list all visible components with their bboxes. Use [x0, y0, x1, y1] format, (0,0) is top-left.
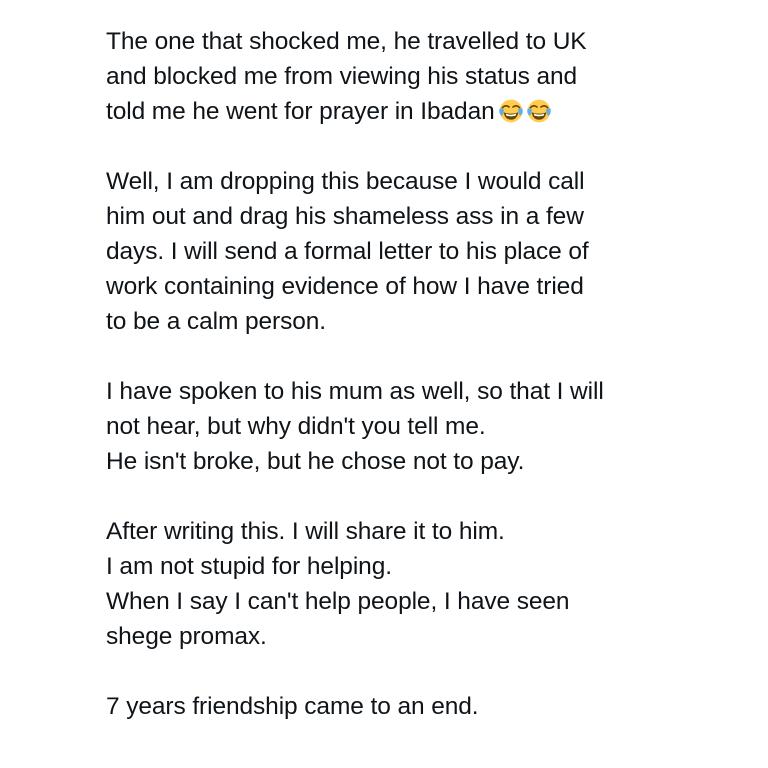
text-line: shege promax. [106, 623, 267, 650]
text-line: work containing evidence of how I have tried [106, 273, 584, 300]
paragraph-3 [106, 374, 746, 479]
text-line: He isn't broke, but he chose not to pay. [106, 448, 525, 475]
text-line: told me he went for prayer in Ibadan [106, 98, 495, 125]
text-line: I am not stupid for helping. [106, 553, 392, 580]
face-with-tears-of-joy-icon [527, 99, 551, 123]
text-line: not hear, but why didn't you tell me. [106, 413, 486, 440]
text-line: I have spoken to his mum as well, so that I will [106, 378, 604, 405]
text-line: The one that shocked me, he travelled to UK [106, 28, 587, 55]
post-body [106, 24, 746, 724]
text-line: When I say I can't help people, I have seen [106, 588, 570, 615]
text-line: to be a calm person. [106, 308, 326, 335]
paragraph-2 [106, 164, 746, 339]
paragraph-5 [106, 689, 746, 724]
paragraph-1 [106, 24, 746, 129]
paragraph-4 [106, 514, 746, 654]
text-line: him out and drag his shameless ass in a few [106, 203, 584, 230]
text-line-with-emoji [106, 94, 746, 129]
text-line: 7 years friendship came to an end. [106, 693, 479, 720]
face-with-tears-of-joy-icon [499, 99, 523, 123]
text-line: After writing this. I will share it to him. [106, 518, 505, 545]
text-line: Well, I am dropping this because I would call [106, 168, 585, 195]
text-line: and blocked me from viewing his status and [106, 63, 578, 90]
text-line: days. I will send a formal letter to his place of [106, 238, 589, 265]
